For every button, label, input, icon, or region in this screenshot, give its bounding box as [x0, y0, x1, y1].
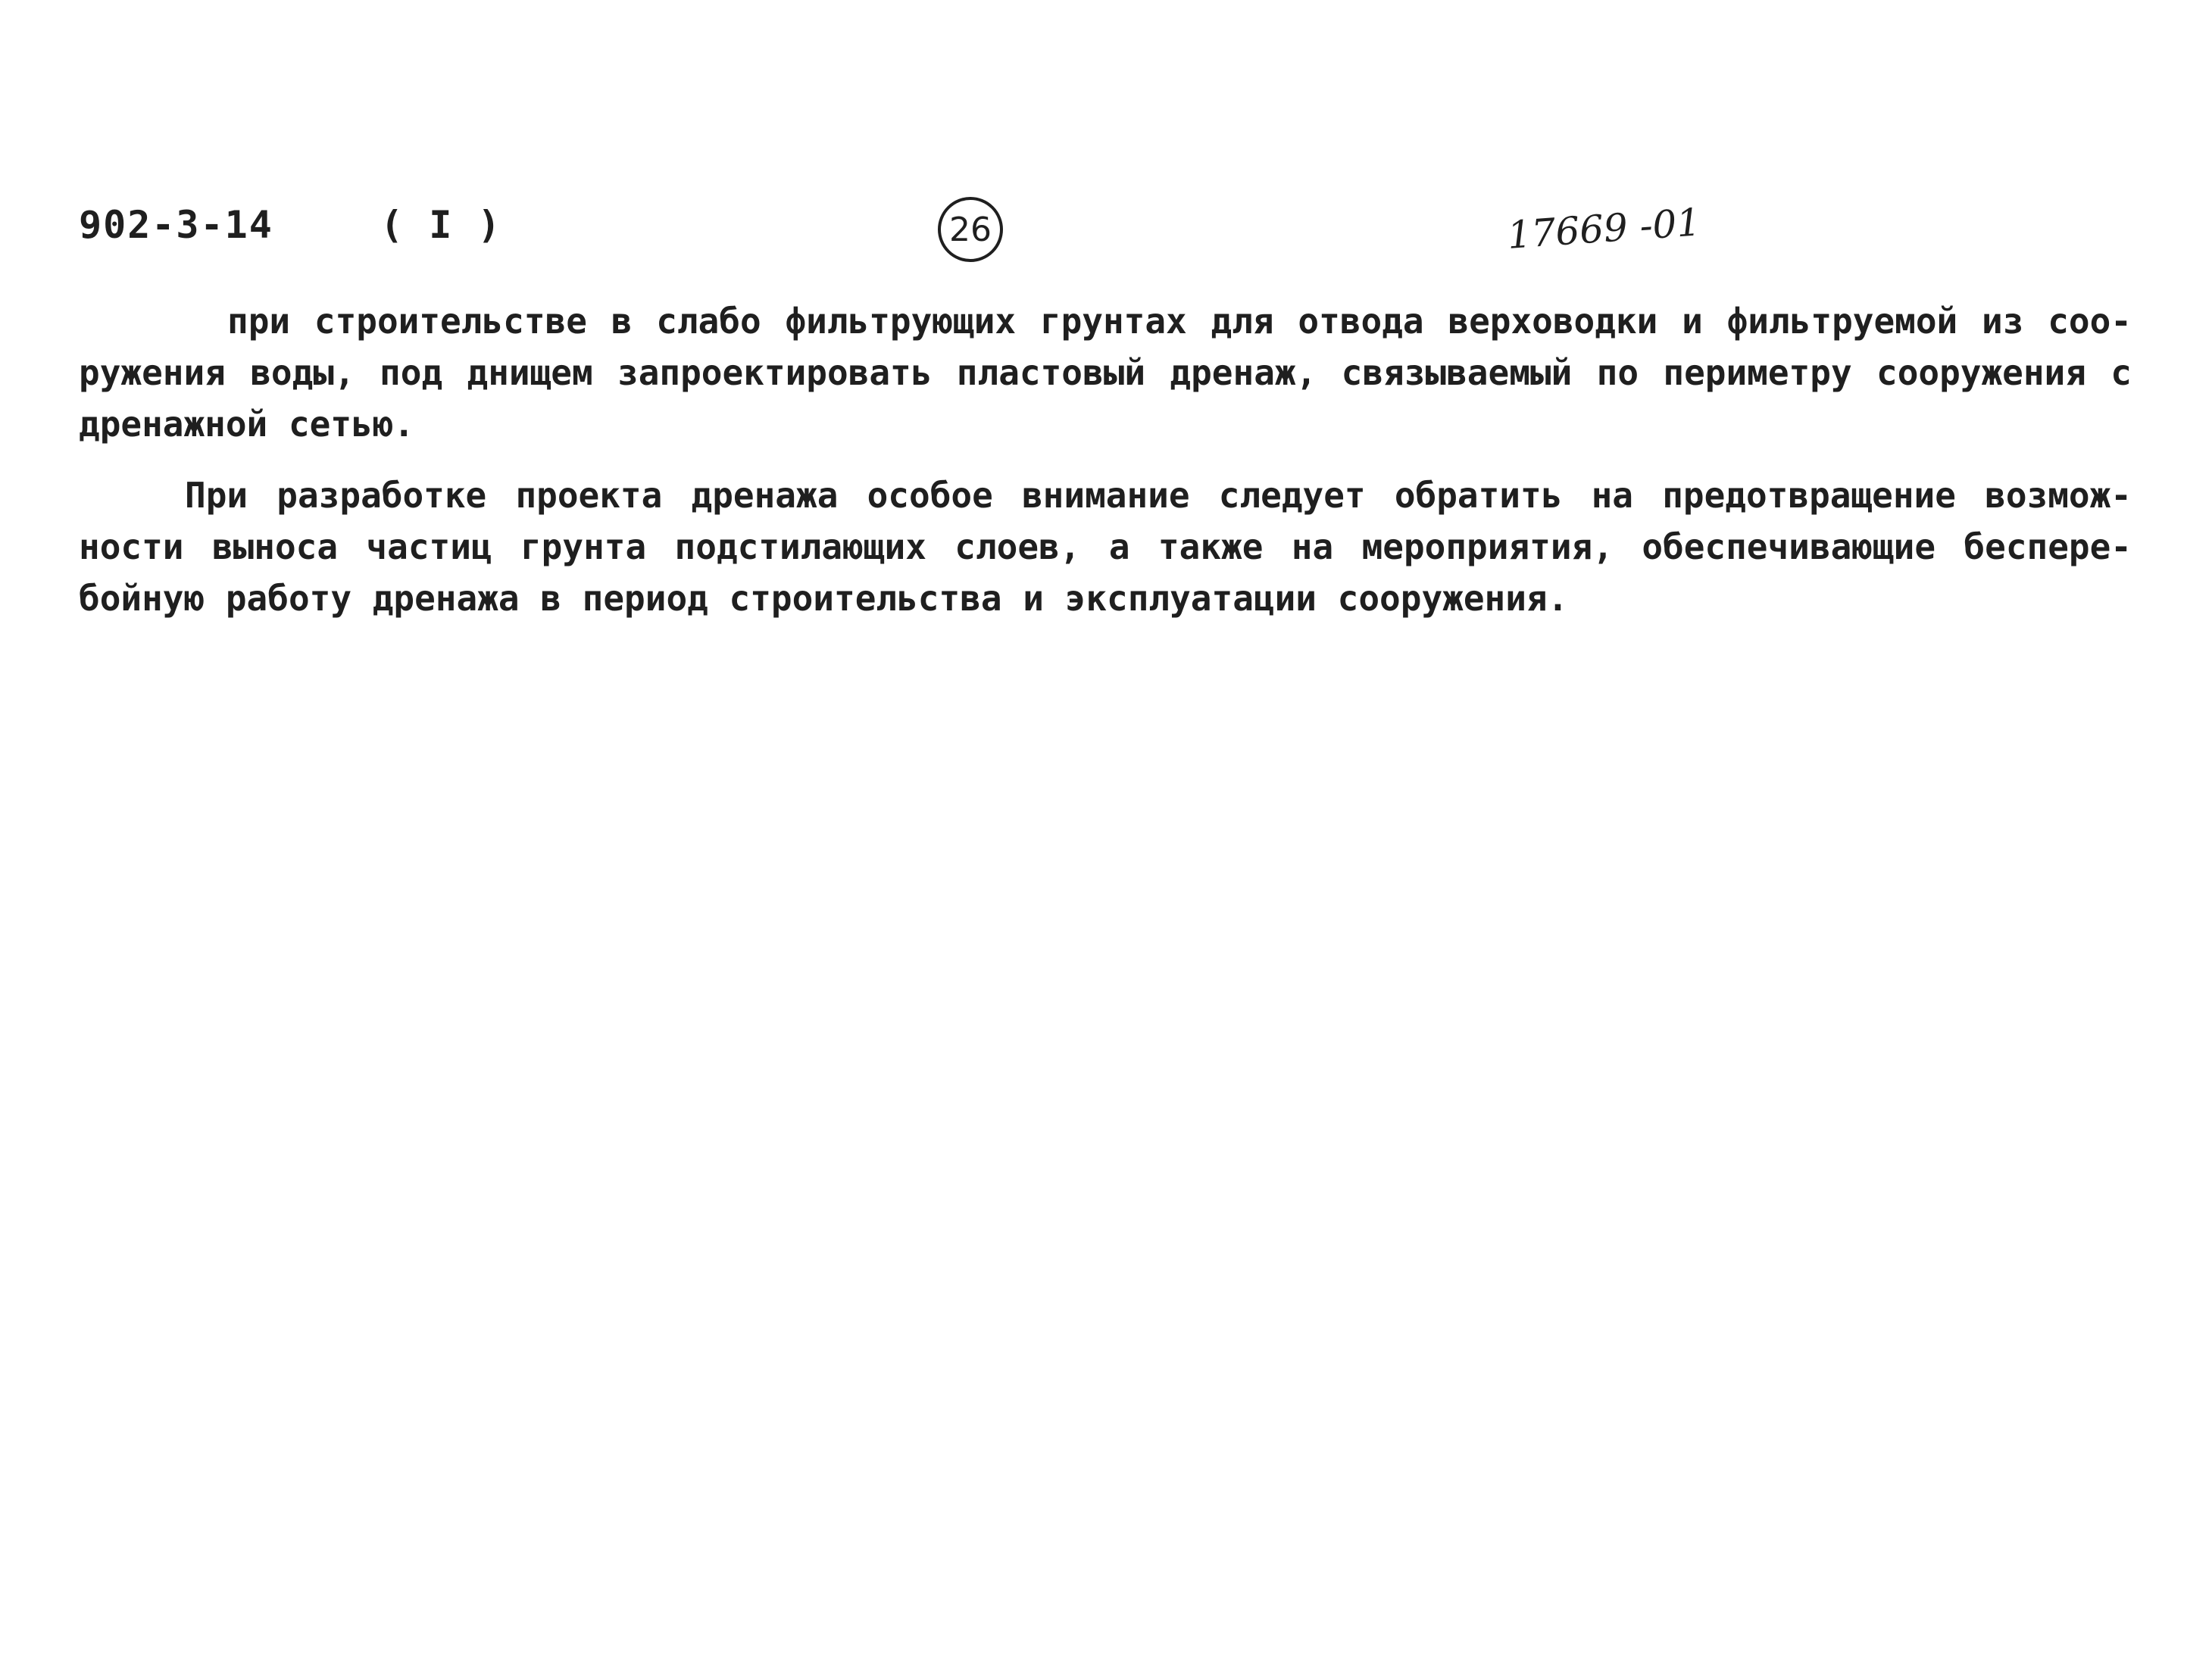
paragraph-line: ружения воды, под днищем запроектировать пластовый дренаж, связываемый по периметру сооружения с — [79, 352, 2132, 393]
paragraph-1 — [79, 295, 2132, 450]
sheet-mark: ( I ) — [380, 203, 502, 247]
paragraph-2 — [79, 470, 2132, 624]
handwritten-number: 17669 -01 — [1505, 200, 1702, 257]
page-number: 26 — [949, 210, 992, 249]
page-number-circle — [938, 197, 1003, 262]
document-code: 902-3-14 — [79, 203, 273, 247]
paragraph-line: ности выноса частиц грунта подстилающих слоев, а также на мероприятия, обеспечивающие беспере- — [79, 526, 2132, 567]
paragraph-line: бойную работу дренажа в период строительства и эксплуатации сооружения. — [79, 578, 1569, 619]
paragraph-line: дренажной сетью. — [79, 404, 415, 445]
paragraph-line: при строительстве в слабо фильтрующих грунтах для отвода верховодки и фильтруемой из соо- — [227, 301, 2132, 342]
paragraph-line: При разработке проекта дренажа особое внимание следует обратить на предотвращение возмож- — [185, 475, 2132, 516]
